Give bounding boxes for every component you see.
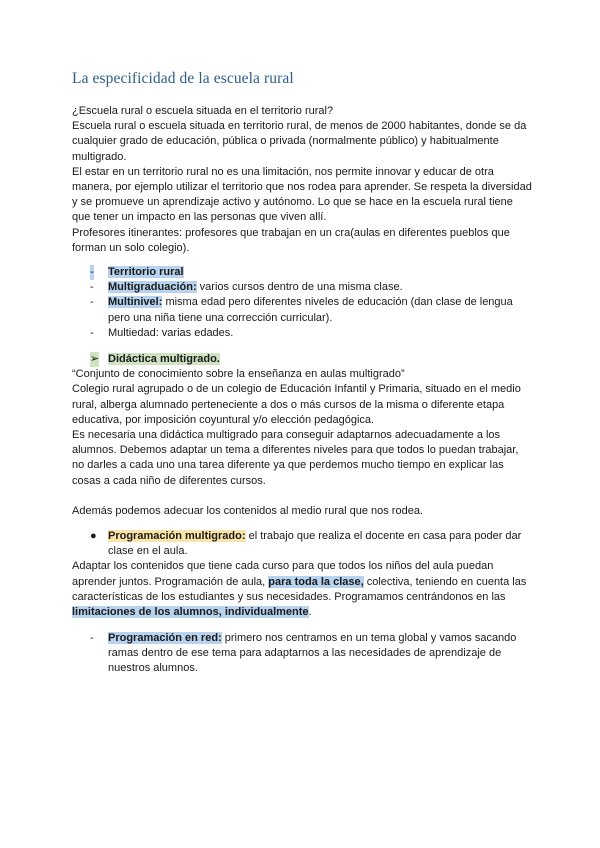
- intro-block: [72, 104, 532, 256]
- list-item-term: Programación en red:: [108, 632, 222, 644]
- list-item: [72, 265, 532, 280]
- list-item-term: Programación multigrado:: [108, 530, 246, 542]
- red-section: [72, 631, 532, 677]
- programacion-section: [72, 529, 532, 620]
- section-paragraph-1: Colegio rural agrupado o de un colegio de Educación Infantil y Primaria, situado en el medio rural, alberga alumnado perteneciente a dos o más cursos de la misma o diferente etapa educativa, por imposición coyuntural y/o elección pedagógica.: [72, 383, 521, 426]
- list-item-text: el trabajo que realiza el docente en casa para poder dar clase en el aula.: [108, 530, 522, 558]
- intro-paragraph-2: El estar en un territorio rural no es una limitación, nos permite innovar y educar de otra manera, por ejemplo utilizar el territorio que nos rodea para aprender. Se respeta la diversidad y se promueve un aprendizaje activo y autónomo. Lo que se hace en la escuela rural tiene que tener un impacto en las personas que viven allí.: [72, 165, 532, 224]
- section-paragraph-3: Además podemos adecuar los contenidos al medio rural que nos rodea.: [72, 504, 423, 517]
- list-item-term: Multigraduación:: [108, 281, 197, 294]
- list-item: [72, 280, 532, 295]
- arrow-bullet-icon: ➢: [90, 352, 99, 367]
- quote: “Conjunto de conocimiento sobre la enseñanza en aulas multigrado”: [72, 368, 405, 381]
- bullet-icon: ●: [90, 530, 97, 542]
- list-marker: -: [90, 296, 94, 309]
- list-item-text: varios cursos dentro de una misma clase.: [196, 281, 403, 294]
- list-item: [72, 529, 532, 559]
- list-marker: -: [90, 281, 94, 294]
- text-run: colectiva, teniendo en cuenta las características de los estudiantes y sus necesidades. Programamos centrándonos en las: [72, 575, 527, 603]
- list-item-text: primero nos centramos en un tema global y vamos sacando ramas dentro de ese tema para adaptarnos a las necesidades de aprendizaje de nuestros alumnos.: [108, 632, 517, 675]
- list-item-term: Territorio rural: [108, 266, 184, 278]
- list-marker: -: [90, 632, 94, 644]
- list-item-text: Multiedad: varias edades.: [108, 326, 234, 339]
- list-marker: -: [90, 326, 94, 339]
- highlight-text: para toda la clase,: [268, 575, 364, 588]
- didactica-section: [72, 352, 532, 519]
- page-title: La especificidad de la escuela rural: [72, 70, 294, 87]
- intro-question: ¿Escuela rural o escuela situada en el territorio rural?: [72, 105, 334, 117]
- section-paragraph-2: Es necesaria una didáctica multigrado para conseguir adaptarnos adecuadamente a los alumnos. Debemos adaptar un tema a diferentes niveles para que todos lo puedan trabajar, no darles a cada uno una tarea diferente ya que perdemos mucho tiempo en explicar las cosas a cada niño de diferentes cursos.: [72, 429, 519, 487]
- list-item-term: Multinivel:: [108, 296, 163, 309]
- text-run: .: [308, 606, 312, 619]
- section-heading-text: Didáctica multigrado.: [108, 353, 220, 365]
- highlight-text: limitaciones de los alumnos, individualmente: [72, 606, 309, 619]
- section-heading: [72, 352, 532, 367]
- intro-paragraph-1: Escuela rural o escuela situada en territorio rural, de menos de 2000 habitantes, donde se da cualquier grado de educación, pública o privada (normalmente público) y habitualmente multigrado.: [72, 120, 527, 163]
- list-item: [72, 631, 532, 677]
- intro-paragraph-3: Profesores itinerantes: profesores que trabajan en un cra(aulas en diferentes pueblos que forman un solo colegio).: [72, 226, 510, 254]
- list-item: [72, 295, 532, 325]
- programacion-paragraph: [72, 559, 532, 620]
- list-marker: -: [90, 265, 94, 280]
- features-list: [72, 265, 532, 341]
- list-item: [72, 326, 532, 341]
- text-run: Adaptar los contenidos que tiene cada curso para que todos los niños del aula puedan aprender juntos. Programación de aula,: [72, 560, 494, 588]
- list-item-text: misma edad pero diferentes niveles de educación (dan clase de lengua pero una niña tiene una corrección curricular).: [108, 296, 513, 324]
